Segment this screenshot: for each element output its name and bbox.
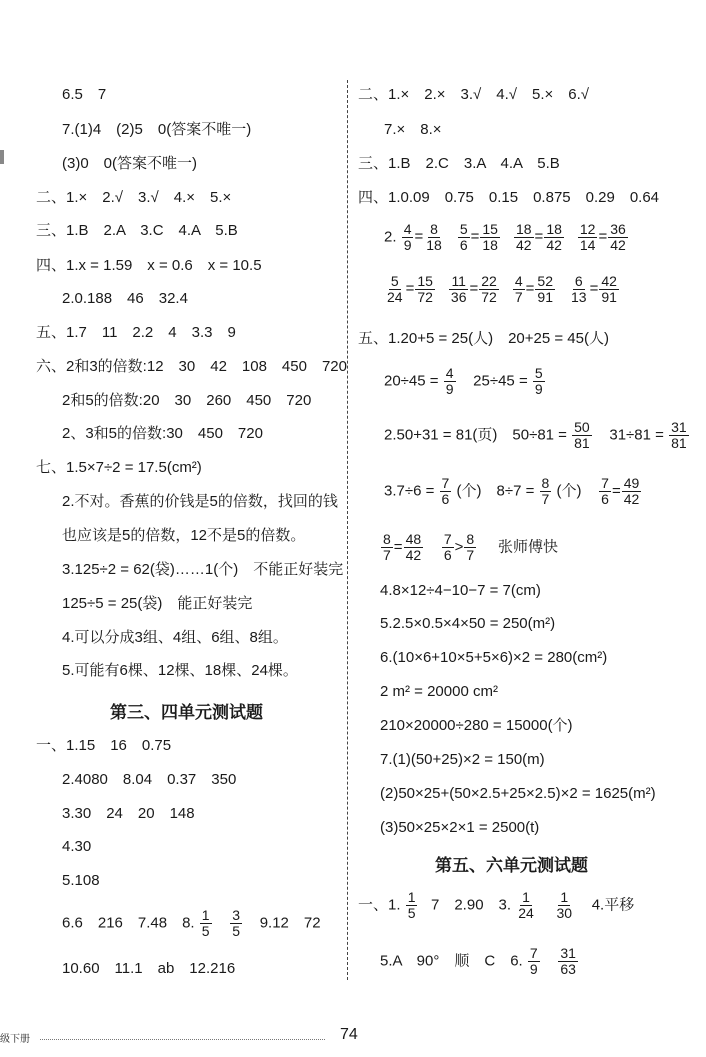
grade-label: 级下册	[0, 1034, 30, 1045]
numerator: 4	[403, 221, 412, 237]
text-segment: 9.12 72	[259, 914, 321, 932]
section-title: 第五、六单元测试题	[435, 856, 588, 875]
answer-line: 4.30	[62, 838, 92, 855]
numerator: 5	[390, 273, 399, 289]
fraction	[415, 274, 435, 305]
fraction-equation	[513, 221, 565, 253]
fraction	[533, 366, 545, 397]
numerator: 5	[459, 221, 468, 237]
numerator: 7	[601, 475, 609, 491]
fraction	[569, 274, 589, 305]
answer-line: 7.× 8.×	[384, 121, 442, 138]
fraction	[480, 222, 500, 253]
denominator: 24	[387, 289, 403, 305]
fraction	[528, 946, 540, 977]
denominator: 81	[574, 435, 590, 451]
fraction	[599, 274, 619, 305]
numerator: 11	[451, 273, 466, 289]
text-segment: (个) 8÷7 =	[456, 482, 535, 500]
answer-line: 四、1.x = 1.59 x = 0.6 x = 10.5	[36, 257, 262, 274]
answer-line: 7.(1)(50+25)×2 = 150(m)	[380, 751, 545, 768]
fraction-equation	[448, 273, 500, 305]
fraction	[599, 476, 611, 507]
denominator: 9	[529, 961, 538, 977]
equals-sign: =	[405, 280, 415, 298]
denominator: 7	[466, 547, 475, 563]
fraction-equations-row	[384, 274, 632, 305]
denominator: 63	[560, 961, 576, 977]
answer-line: 2和5的倍数:20 30 260 450 720	[62, 392, 312, 409]
answer-line: 2.0.188 46 32.4	[62, 290, 188, 307]
numerator: 1	[522, 889, 530, 905]
numerator: 50	[574, 419, 590, 435]
section-title: 第三、四单元测试题	[110, 703, 263, 722]
fraction	[449, 274, 469, 305]
answer-line: 五、1.7 11 2.2 4 3.3 9	[36, 324, 236, 341]
fraction	[535, 274, 555, 305]
denominator: 6	[443, 547, 452, 563]
answer-line: 六、2和3的倍数:12 30 42 108 450 720	[36, 358, 347, 375]
answer-line: (3)0 0(答案不唯一)	[62, 155, 198, 172]
answer-line: 二、1.× 2.√ 3.√ 4.× 5.×	[36, 189, 232, 206]
denominator: 18	[426, 237, 442, 253]
text-segment: 一、1.	[358, 896, 401, 914]
numerator: 42	[601, 273, 617, 289]
text-segment: 25÷45 =	[473, 372, 528, 390]
answer-line: 210×20000÷280 = 15000(个)	[380, 717, 573, 734]
fraction	[444, 366, 456, 397]
denominator: 9	[403, 237, 412, 253]
numerator: 4	[514, 273, 523, 289]
fraction-equation	[568, 273, 620, 305]
numerator: 1	[407, 889, 416, 905]
numerator: 6	[574, 273, 583, 289]
fraction	[540, 476, 552, 507]
answer-line: 3.125÷2 = 62(袋)……1(个) 不能正好装完	[62, 561, 344, 578]
fraction	[442, 532, 454, 563]
answer-line: 二、1.× 2.× 3.√ 4.√ 5.× 6.√	[358, 86, 590, 103]
numerator: 7	[441, 475, 450, 491]
numerator: 5	[534, 365, 543, 381]
denominator: 6	[441, 491, 450, 507]
fraction	[440, 476, 452, 507]
answer-line: 七、1.5×7÷2 = 17.5(cm²)	[36, 459, 202, 476]
footer-dotted-rule	[40, 1039, 325, 1040]
fraction	[558, 946, 578, 977]
denominator: 7	[383, 547, 391, 563]
page-edge-mark	[0, 150, 4, 164]
fraction	[669, 420, 689, 451]
denominator: 91	[601, 289, 617, 305]
denominator: 7	[541, 491, 550, 507]
denominator: 7	[514, 289, 523, 305]
answer-line-with-fractions: 3.7÷6 = $\frac{7}{6}$ (个) 8÷7 = $\frac{8}{7}$ (个) $\frac{7}{6}$ = $\frac{49}{42}$	[384, 475, 640, 507]
text-segment: 2.50+31 = 81(页) 50÷81 =	[384, 426, 567, 444]
denominator: 9	[534, 381, 543, 397]
equals-sign: =	[589, 280, 599, 298]
answer-line: 6.(10×6+10×5+5×6)×2 = 280(cm²)	[380, 649, 608, 666]
answer-line: 5.2.5×0.5×4×50 = 250(m²)	[380, 615, 556, 632]
text-segment: 5.A 90° 顺 C 6.	[380, 952, 523, 970]
numerator: 31	[671, 419, 687, 435]
numerator: 7	[529, 945, 538, 961]
fraction-list	[384, 273, 632, 305]
fraction	[381, 532, 393, 563]
text-segment: 3.7÷6 =	[384, 482, 435, 500]
answer-line: 2.4080 8.04 0.37 350	[62, 771, 237, 788]
numerator: 22	[481, 273, 497, 289]
fraction	[200, 908, 212, 939]
text-segment: 7 2.90 3.	[431, 896, 512, 914]
fraction	[230, 908, 242, 939]
denominator: 24	[518, 905, 534, 921]
fraction-equations-row	[384, 222, 641, 253]
numerator: 18	[515, 221, 532, 237]
fraction	[514, 222, 534, 253]
denominator: 42	[515, 237, 532, 253]
answer-line-with-fractions	[384, 420, 690, 451]
answer-line: 也应该是5的倍数，12不是5的倍数。	[62, 527, 306, 544]
denominator: 42	[405, 547, 422, 563]
answer-line: 一、1.15 16 0.75	[36, 737, 172, 754]
numerator: 8	[541, 475, 550, 491]
fraction-equation	[512, 273, 556, 305]
fraction	[622, 476, 642, 507]
text-segment: 20÷45 =	[384, 372, 439, 390]
answer-line: 4.可以分成3组、4组、6组、8组。	[62, 629, 288, 646]
denominator: 42	[546, 237, 562, 253]
denominator: 42	[610, 237, 626, 253]
numerator: 48	[405, 531, 422, 547]
fraction	[406, 890, 418, 921]
equals-sign: =	[534, 228, 544, 246]
denominator: 6	[459, 237, 468, 253]
fraction	[608, 222, 628, 253]
equals-sign: =	[414, 228, 424, 246]
numerator: 8	[466, 531, 475, 547]
fraction	[385, 274, 405, 305]
answer-line: 四、1.0.09 0.75 0.15 0.875 0.29 0.64	[358, 189, 660, 206]
denominator: 14	[579, 237, 596, 253]
fraction	[544, 222, 564, 253]
fraction	[513, 274, 525, 305]
fraction	[402, 222, 414, 253]
answer-line: 5.可能有6棵、12棵、18棵、24棵。	[62, 662, 298, 679]
page-footer	[0, 1028, 706, 1052]
answer-line-with-fractions	[380, 946, 579, 977]
numerator: 31	[560, 945, 576, 961]
numerator: 18	[546, 221, 562, 237]
denominator: 5	[201, 923, 210, 939]
text-segment: 4.平移	[591, 896, 635, 914]
text-segment: 张师傅快	[498, 538, 559, 556]
text-segment: 6.6 216 7.48 8.	[62, 914, 195, 932]
answer-line-with-fractions: $\frac{8}{7}$ = $\frac{48}{42}$ $\frac{7}{6}$ > $\frac{8}{7}$ 张师傅快	[383, 531, 559, 563]
denominator: 72	[417, 289, 433, 305]
answer-line: 2 m² = 20000 cm²	[380, 683, 498, 700]
denominator: 13	[570, 289, 587, 305]
answer-line: 6.5 7	[62, 86, 107, 103]
answer-line: 10.60 11.1 ab 12.216	[62, 960, 236, 977]
answer-line: 五、1.20+5 = 25(人) 20+25 = 45(人)	[358, 330, 609, 347]
equals-sign: =	[469, 280, 479, 298]
fraction	[404, 532, 424, 563]
fraction-equation	[384, 273, 436, 305]
denominator: 91	[537, 289, 553, 305]
fraction-equation	[457, 221, 501, 253]
denominator: 30	[556, 905, 573, 921]
answer-line: 三、1.B 2.C 3.A 4.A 5.B	[358, 155, 560, 172]
fraction	[479, 274, 499, 305]
numerator: 1	[560, 889, 569, 905]
denominator: 9	[445, 381, 454, 397]
fraction	[516, 890, 536, 921]
numerator: 49	[623, 475, 640, 491]
numerator: 8	[430, 221, 438, 237]
denominator: 72	[481, 289, 497, 305]
answer-line-with-fractions	[358, 890, 634, 921]
answer-line: (2)50×25+(50×2.5+25×2.5)×2 = 1625(m²)	[380, 785, 656, 802]
answer-line: 7.(1)4 (2)5 0(答案不唯一)	[62, 121, 252, 138]
numerator: 15	[417, 273, 433, 289]
denominator: 6	[601, 491, 609, 507]
numerator: 36	[610, 221, 626, 237]
text-segment: (个)	[556, 482, 582, 500]
denominator: 42	[623, 491, 640, 507]
page-number: 74	[340, 1026, 358, 1043]
equals-sign: =	[525, 280, 535, 298]
answer-line: 2、3和5的倍数:30 450 720	[62, 425, 263, 442]
answer-line: 5.108	[62, 872, 100, 889]
fraction	[578, 222, 598, 253]
denominator: 18	[482, 237, 498, 253]
item-number: 2.	[384, 228, 397, 246]
denominator: 36	[450, 289, 467, 305]
equals-sign: =	[470, 228, 480, 246]
fraction	[458, 222, 470, 253]
answer-line: (3)50×25×2×1 = 2500(t)	[380, 819, 540, 836]
numerator: 8	[383, 531, 391, 547]
answer-line: 4.8×12÷4−10−7 = 7(cm)	[380, 582, 541, 599]
denominator: 5	[232, 923, 241, 939]
numerator: 1	[201, 907, 210, 923]
fraction-list	[401, 221, 641, 253]
answer-line: 三、1.B 2.A 3.C 4.A 5.B	[36, 222, 238, 239]
answer-line-with-fractions	[384, 366, 546, 397]
fraction-equation	[577, 221, 629, 253]
numerator: 3	[232, 907, 241, 923]
numerator: 15	[482, 221, 498, 237]
numerator: 7	[443, 531, 452, 547]
denominator: 5	[407, 905, 416, 921]
fraction	[424, 222, 444, 253]
numerator: 12	[579, 221, 596, 237]
answer-line-with-fractions	[62, 908, 321, 939]
fraction-equation	[401, 221, 445, 253]
numerator: 4	[445, 365, 454, 381]
fraction	[554, 890, 574, 921]
text-segment: 31÷81 =	[609, 426, 664, 444]
denominator: 81	[671, 435, 687, 451]
equals-sign: =	[598, 228, 608, 246]
answer-line: 125÷5 = 25(袋) 能正好装完	[62, 595, 253, 612]
answer-line: 3.30 24 20 148	[62, 805, 195, 822]
answer-line: 2.不对。香蕉的价钱是5的倍数，找回的钱	[62, 493, 338, 510]
fraction	[464, 532, 476, 563]
numerator: 52	[537, 273, 553, 289]
fraction	[572, 420, 592, 451]
column-divider	[347, 80, 348, 980]
